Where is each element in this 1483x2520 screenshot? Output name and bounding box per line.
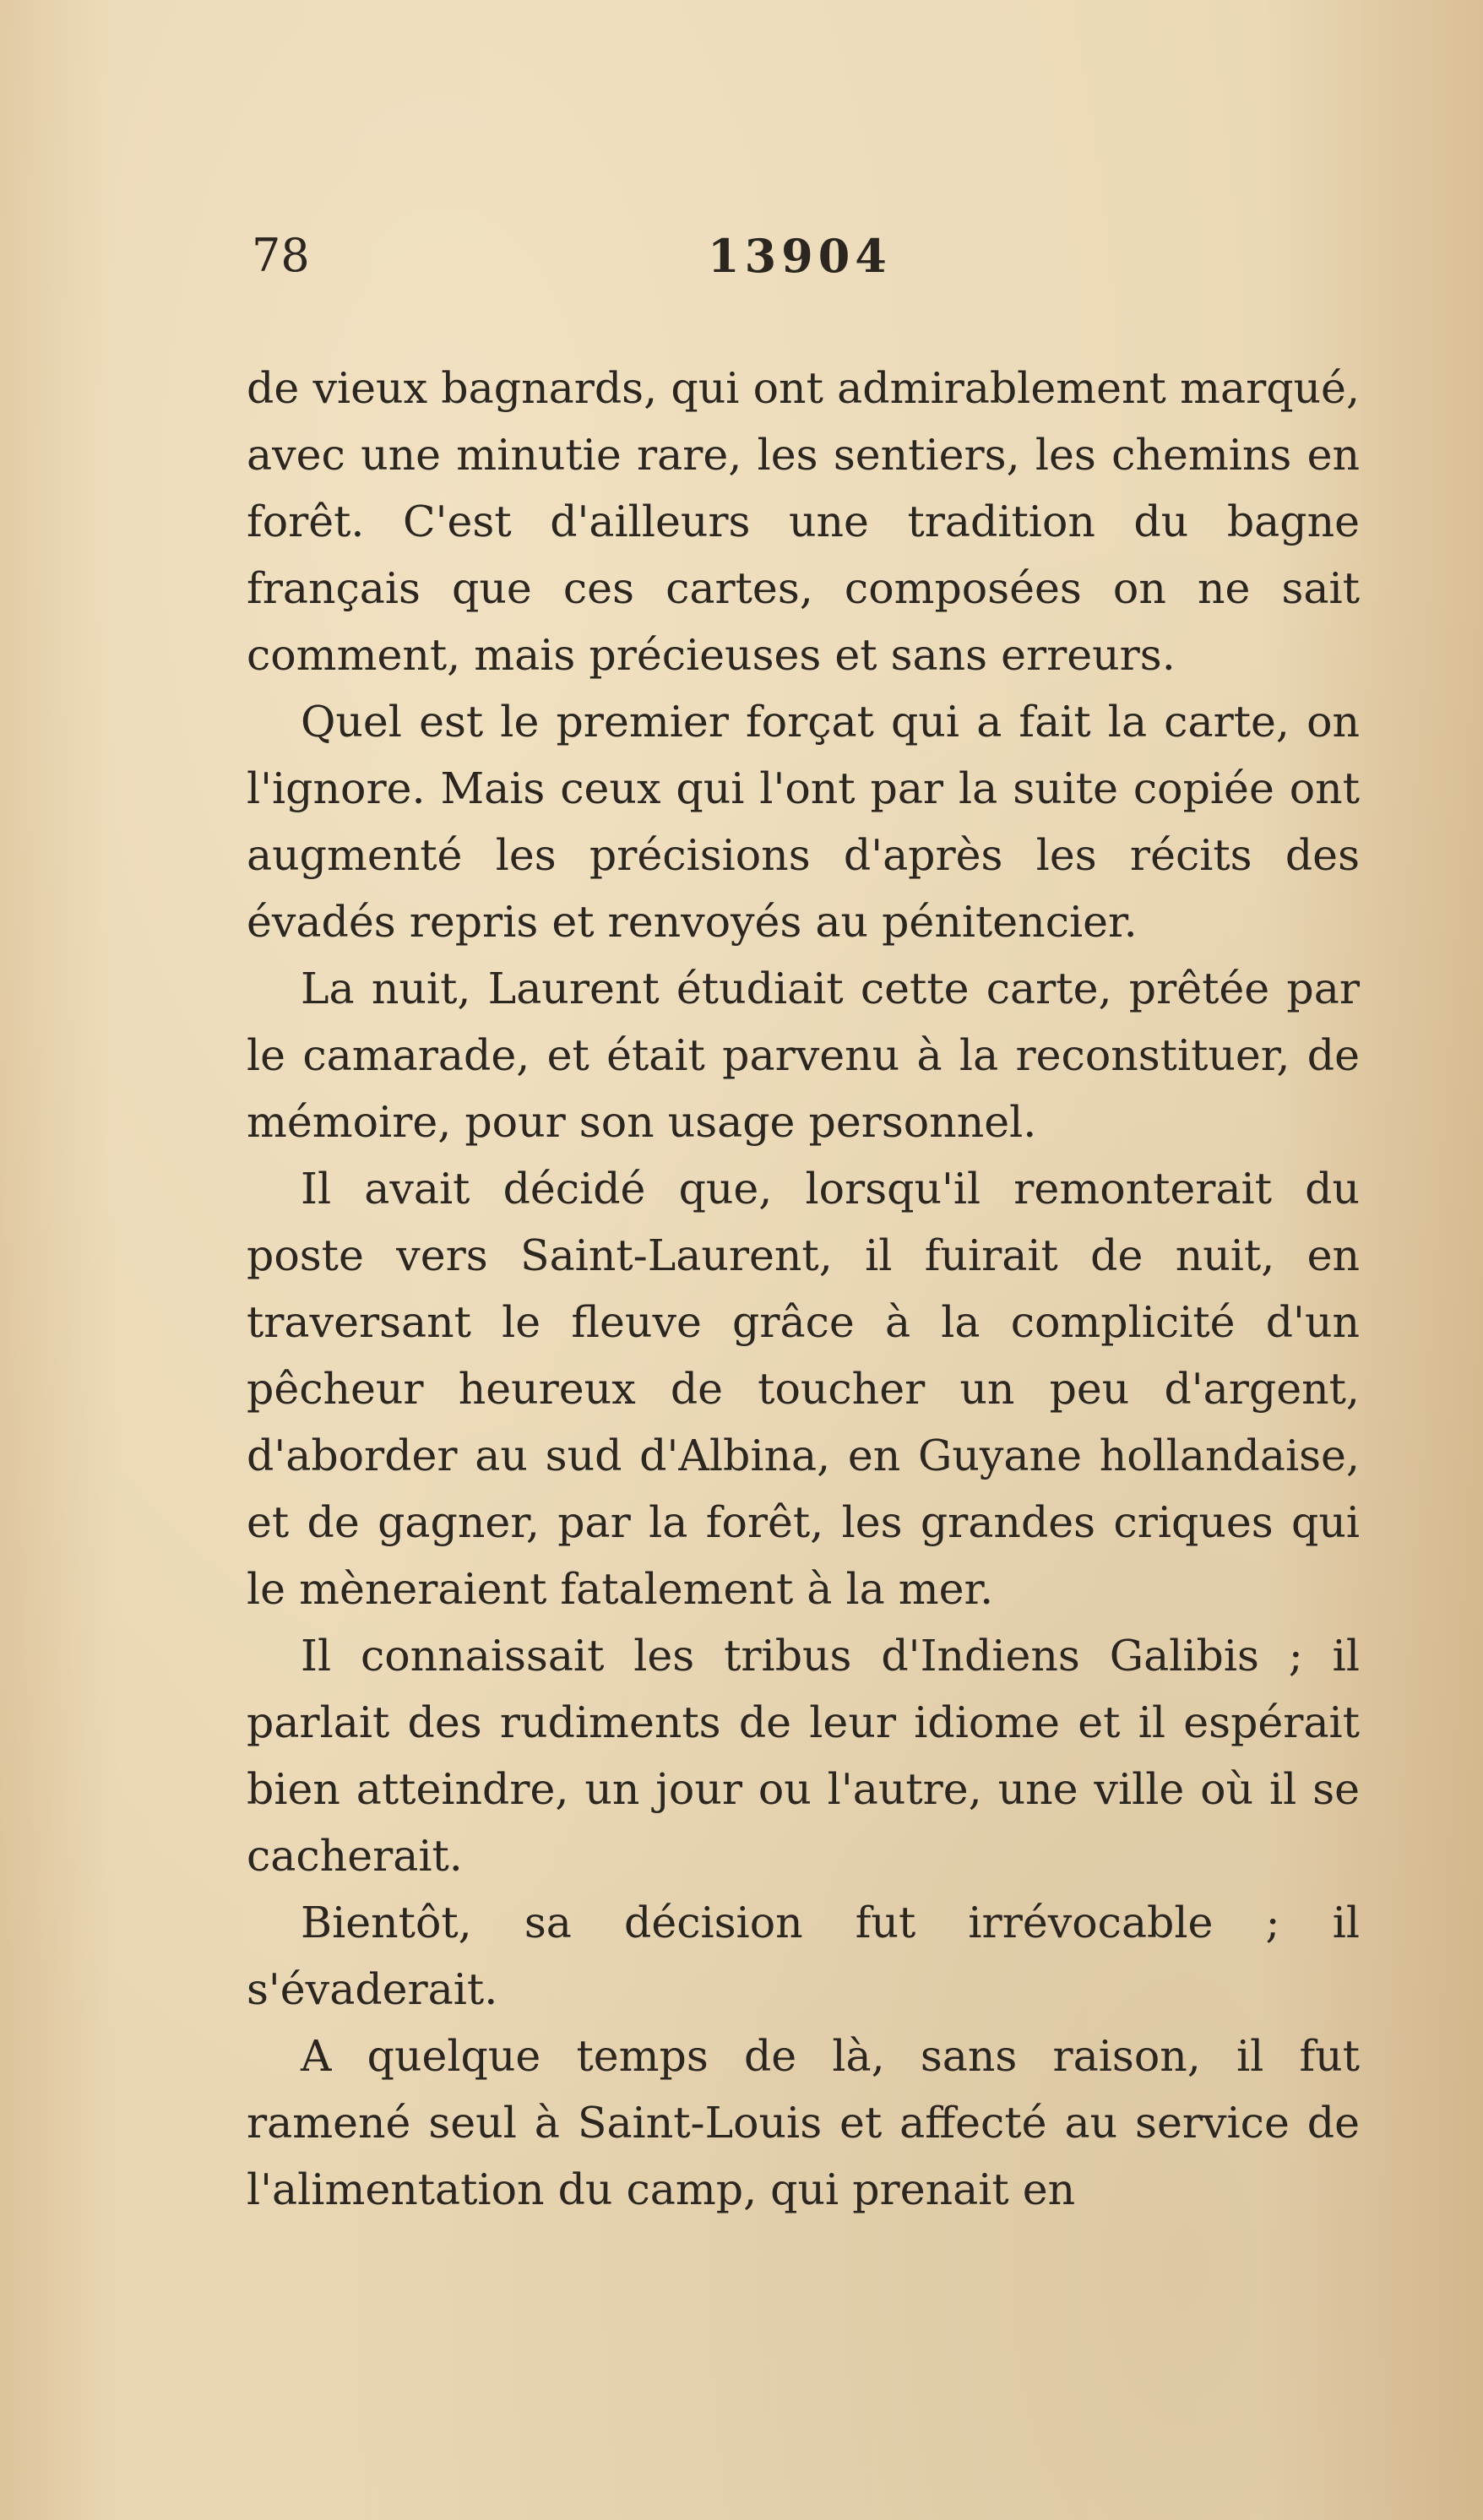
paragraph: Il avait décidé que, lorsqu'il remonterait du poste vers Saint-Laurent, il fuirait de nuit, en traversant le fleuve grâce à la complicité d'un pêcheur heureux de toucher un peu d'argent, d'aborder au sud d'Albina, en Guyane hollandaise, et de gagner, par la forêt, les grandes criques qui le mèneraient fatalement à la mer. <box>247 1164 1360 1614</box>
paragraph: La nuit, Laurent étudiait cette carte, prêtée par le camarade, et était parvenu à la reconstituer, de mémoire, pour son usage personnel. <box>247 964 1360 1147</box>
paragraph: A quelque temps de là, sans raison, il fut ramené seul à Saint-Louis et affecté au service de l'alimentation du camp, qui prenait en <box>247 2031 1360 2214</box>
page-header <box>252 226 1348 285</box>
body-text <box>247 355 1360 2223</box>
running-head: 13904 <box>708 229 892 283</box>
paragraph: Quel est le premier forçat qui a fait la carte, on l'ignore. Mais ceux qui l'ont par la suite copiée ont augmenté les précisions d'après les récits des évadés repris et renvoyés au pénitencier. <box>247 697 1360 947</box>
paragraph: de vieux bagnards, qui ont admirablement marqué, avec une minutie rare, les sentiers, les chemins en forêt. C'est d'ailleurs une tradition du bagne français que ces cartes, composées on ne sait comment, mais précieuses et sans erreurs. <box>247 363 1360 680</box>
paragraph: Il connaissait les tribus d'Indiens Galibis ; il parlait des rudiments de leur idiome et il espérait bien atteindre, un jour ou l'autre, une ville où il se cacherait. <box>247 1631 1360 1881</box>
paragraph: Bientôt, sa décision fut irrévocable ; il s'évaderait. <box>247 1898 1360 2014</box>
page-number: 78 <box>252 229 310 282</box>
